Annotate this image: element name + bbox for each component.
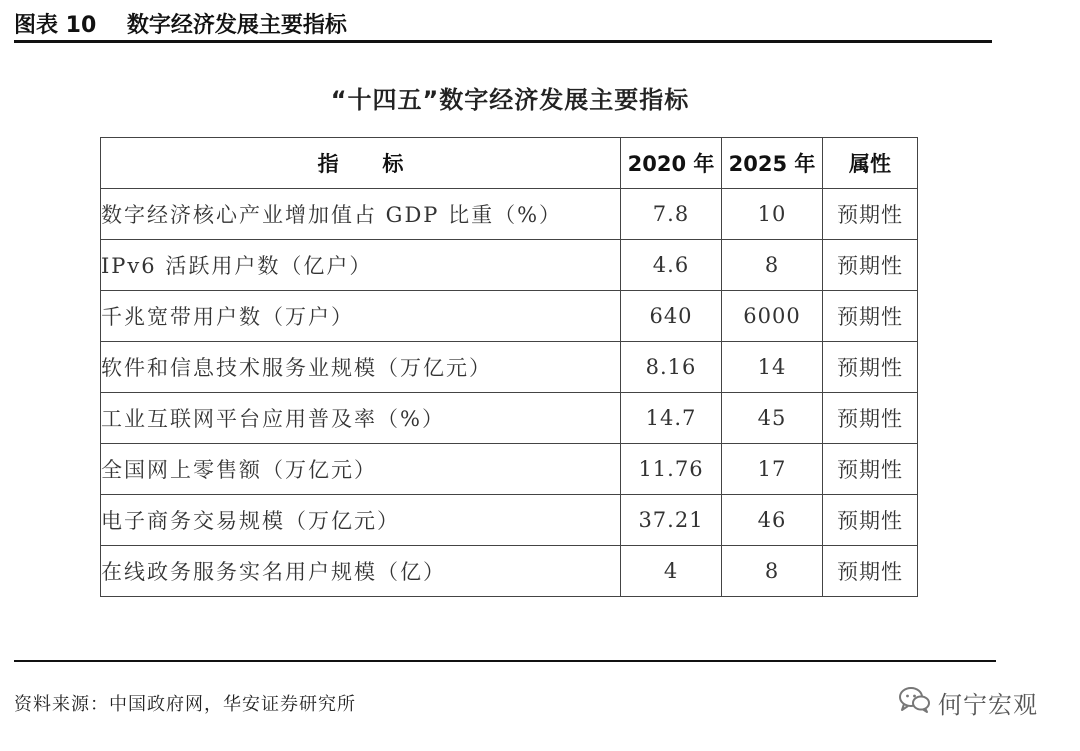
figure-title: 图表 10 数字经济发展主要指标 — [14, 13, 347, 38]
table-row — [101, 189, 918, 240]
header-2025: 2025 年 — [722, 138, 823, 189]
header-indicator: 指 标 — [101, 138, 621, 189]
indicators-table — [100, 137, 918, 597]
row-indicator-name: 电子商务交易规模（万亿元） — [101, 495, 621, 546]
table-row — [101, 342, 918, 393]
row-indicator-name: IPv6 活跃用户数（亿户） — [101, 240, 621, 291]
bottom-divider — [14, 660, 996, 662]
row-value-2020: 14.7 — [621, 393, 722, 444]
table-row — [101, 546, 918, 597]
row-indicator-name: 全国网上零售额（万亿元） — [101, 444, 621, 495]
watermark — [898, 684, 1038, 720]
row-attribute: 预期性 — [823, 393, 918, 444]
row-indicator-name: 千兆宽带用户数（万户） — [101, 291, 621, 342]
figure-header — [14, 12, 992, 43]
row-indicator-name: 数字经济核心产业增加值占 GDP 比重（%） — [101, 189, 621, 240]
row-indicator-name: 在线政务服务实名用户规模（亿） — [101, 546, 621, 597]
row-value-2025: 46 — [722, 495, 823, 546]
table-row — [101, 291, 918, 342]
table-row — [101, 495, 918, 546]
row-value-2025: 45 — [722, 393, 823, 444]
table-row — [101, 240, 918, 291]
row-value-2025: 17 — [722, 444, 823, 495]
row-value-2020: 640 — [621, 291, 722, 342]
row-value-2025: 8 — [722, 546, 823, 597]
table-row — [101, 393, 918, 444]
row-value-2020: 7.8 — [621, 189, 722, 240]
row-value-2025: 6000 — [722, 291, 823, 342]
row-value-2025: 8 — [722, 240, 823, 291]
table-title: “十四五”数字经济发展主要指标 — [330, 86, 690, 114]
row-value-2025: 14 — [722, 342, 823, 393]
row-value-2020: 11.76 — [621, 444, 722, 495]
row-value-2025: 10 — [722, 189, 823, 240]
row-attribute: 预期性 — [823, 240, 918, 291]
row-attribute: 预期性 — [823, 546, 918, 597]
row-indicator-name: 工业互联网平台应用普及率（%） — [101, 393, 621, 444]
watermark-text: 何宁宏观 — [938, 690, 1038, 719]
row-value-2020: 4.6 — [621, 240, 722, 291]
header-attribute: 属性 — [823, 138, 918, 189]
row-attribute: 预期性 — [823, 495, 918, 546]
table-row — [101, 444, 918, 495]
row-indicator-name: 软件和信息技术服务业规模（万亿元） — [101, 342, 621, 393]
row-attribute: 预期性 — [823, 189, 918, 240]
row-attribute: 预期性 — [823, 342, 918, 393]
header-2020: 2020 年 — [621, 138, 722, 189]
source-note: 资料来源：中国政府网，华安证券研究所 — [14, 694, 356, 715]
table-header-row — [101, 138, 918, 189]
row-value-2020: 8.16 — [621, 342, 722, 393]
row-attribute: 预期性 — [823, 291, 918, 342]
row-value-2020: 37.21 — [621, 495, 722, 546]
wechat-icon — [898, 685, 932, 719]
row-attribute: 预期性 — [823, 444, 918, 495]
row-value-2020: 4 — [621, 546, 722, 597]
